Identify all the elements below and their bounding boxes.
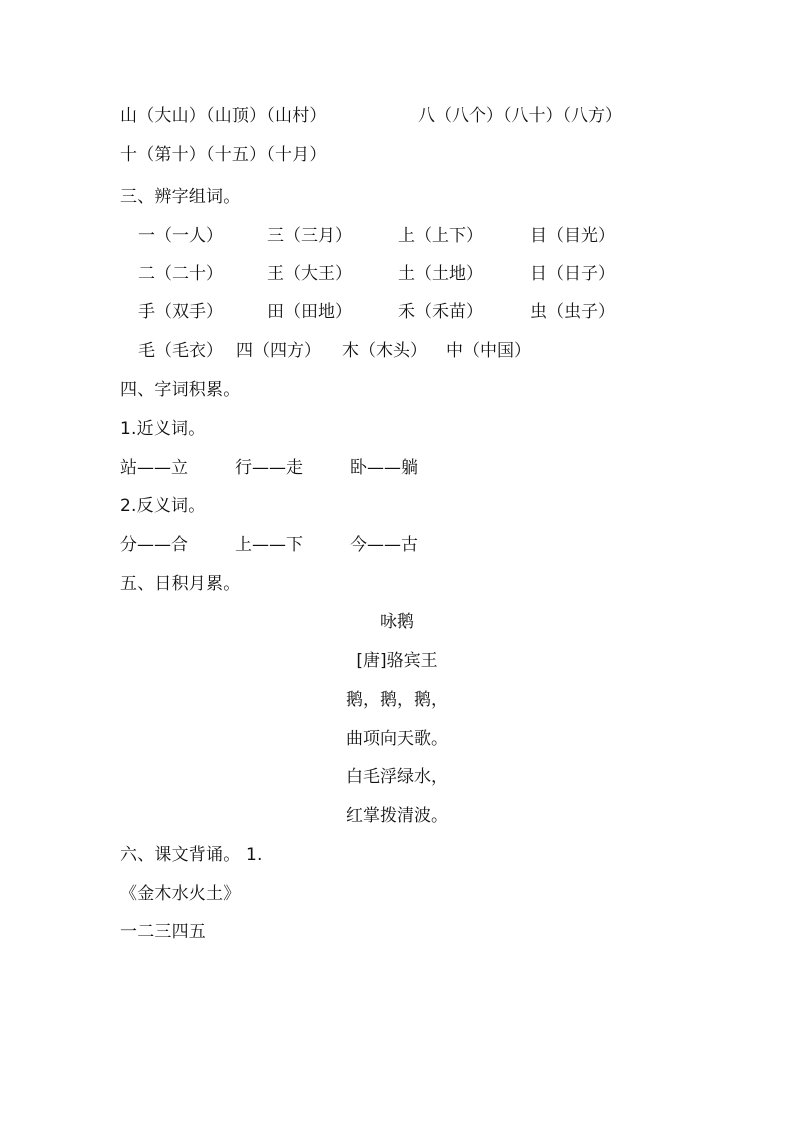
antonym-pair: 今——古 <box>350 535 418 555</box>
section3-heading: 三、辨字组词。 <box>120 187 241 207</box>
synonym-pair: 卧——躺 <box>350 458 418 478</box>
synonym-pair: 站——立 <box>120 458 188 478</box>
word-pair: 禾（禾苗） <box>398 302 483 322</box>
word-pair: 手（双手） <box>138 302 223 322</box>
poem-line: 鹅，鹅，鹅， <box>346 690 448 710</box>
word-pair: 土（土地） <box>398 264 483 284</box>
word-pair: 上（上下） <box>398 226 483 246</box>
poem-author: [唐]骆宾王 <box>356 651 438 671</box>
poem-line: 曲项向天歌。 <box>346 729 448 749</box>
word-group-ba: 八（八个）（八十）（八方） <box>418 106 622 126</box>
word-pair: 中（中国） <box>446 341 531 361</box>
word-pair: 虫（虫子） <box>530 302 615 322</box>
recitation-title: 《金木水火土》 <box>120 884 241 904</box>
word-pair: 毛（毛衣） <box>138 341 223 361</box>
word-pair: 日（日子） <box>530 264 615 284</box>
word-pair: 一（一人） <box>138 226 223 246</box>
synonyms-label: 1.近义词。 <box>120 419 206 439</box>
word-pair: 二（二十） <box>138 264 223 284</box>
word-pair: 田（田地） <box>267 302 352 322</box>
section4-heading: 四、字词积累。 <box>120 380 241 400</box>
word-pair: 目（目光） <box>530 226 615 246</box>
poem-line: 红掌拨清波。 <box>346 806 448 826</box>
antonyms-label: 2.反义词。 <box>120 496 206 516</box>
word-pair: 四（四方） <box>236 341 321 361</box>
poem-title: 咏鹅 <box>380 612 414 632</box>
synonym-pair: 行——走 <box>235 458 303 478</box>
recitation-line: 一二三四五 <box>120 922 206 942</box>
section5-heading: 五、日积月累。 <box>120 574 241 594</box>
word-group-shi: 十（第十）（十五）（十月） <box>120 145 327 165</box>
word-group-shan: 山（大山）（山顶）（山村） <box>120 106 327 126</box>
poem-line: 白毛浮绿水， <box>346 767 448 787</box>
word-pair: 王（大王） <box>267 264 352 284</box>
word-pair: 木（木头） <box>342 341 427 361</box>
section6-heading: 六、课文背诵。 1. <box>120 845 263 865</box>
antonym-pair: 上——下 <box>235 535 303 555</box>
word-pair: 三（三月） <box>267 226 352 246</box>
antonym-pair: 分——合 <box>120 535 188 555</box>
